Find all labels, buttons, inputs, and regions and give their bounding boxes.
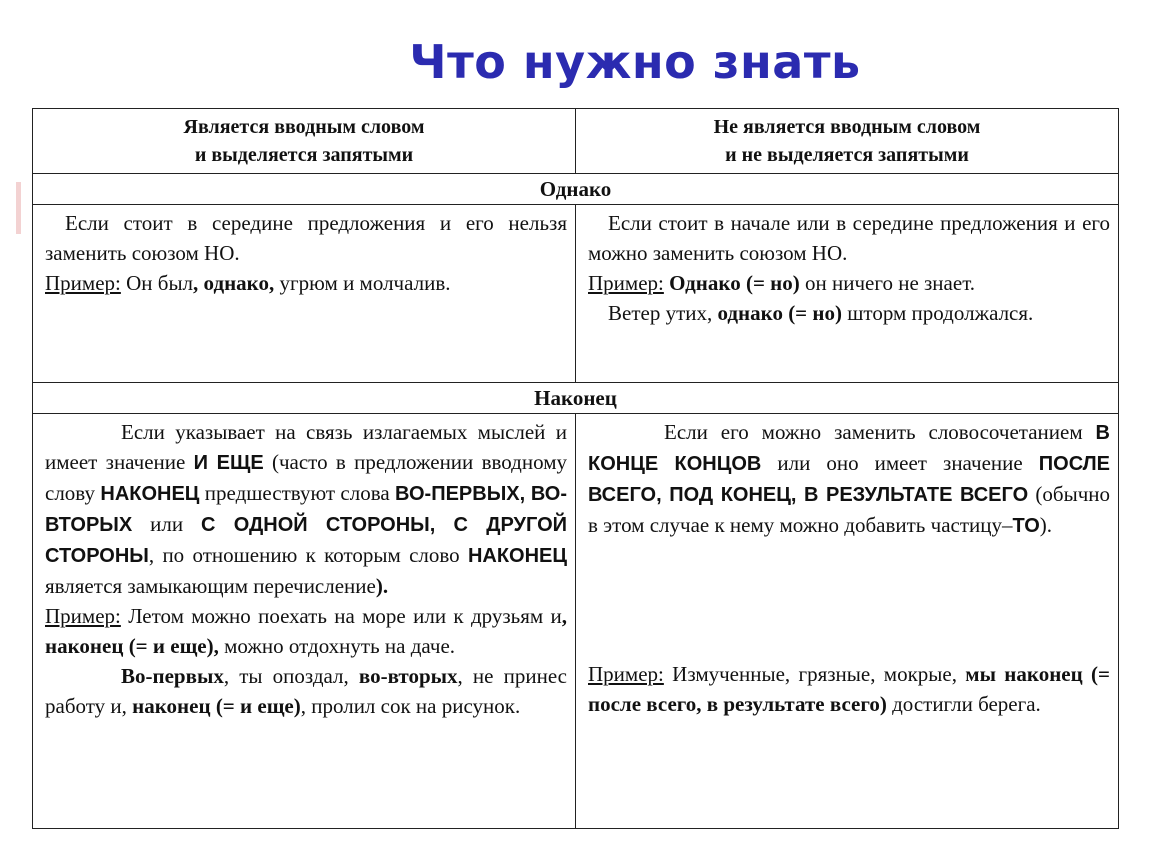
rule-fragment: или: [132, 512, 202, 536]
example-text: Летом можно поехать на море или к друзьям и: [120, 604, 562, 628]
rule-keyword: В КОНЦЕ КОНЦОВ: [588, 422, 1110, 475]
rule-keyword: И ЕЩЕ: [193, 452, 264, 474]
example-paragraph: [588, 659, 1110, 719]
rule-fragment: (обычно в этом случае к нему можно добавить частицу–: [588, 482, 1111, 537]
right-column-header: [576, 109, 1119, 174]
right-header-line1: Не является вводным словом: [713, 116, 981, 138]
example-paragraph: [45, 268, 567, 298]
example-paragraph: [588, 268, 1110, 298]
cell-odnako-left: [33, 205, 576, 383]
example-text: достигли берега.: [886, 692, 1041, 716]
rule-fragment-end: ).: [1039, 513, 1053, 537]
comparison-table: [32, 108, 1119, 829]
example-keyword: мы наконец (= после всего, в результате всего): [588, 662, 1110, 716]
example-paragraph: [45, 661, 567, 721]
rule-keyword: НАКОНЕЦ: [467, 545, 567, 567]
example-text: Ветер утих,: [608, 301, 718, 325]
example-keyword: Однако (= но): [663, 271, 800, 295]
example-paragraph: [588, 298, 1110, 328]
example-keyword: , наконец (= и еще),: [45, 604, 567, 658]
example-keyword: во-вторых: [358, 664, 458, 688]
left-header-line1: Является вводным словом: [183, 116, 425, 138]
decorative-side-mark: [16, 182, 21, 234]
rule-fragment: (часто в предложении вводному слову: [45, 450, 567, 505]
page-title: Что нужно знать: [409, 35, 861, 89]
left-header-line2: и выделяется запятыми: [194, 144, 414, 166]
example-text: можно отдохнуть на даче.: [218, 634, 456, 658]
example-text: , ты опоздал,: [223, 664, 359, 688]
example-text: он ничего не знает.: [799, 271, 976, 295]
example-text: шторм продолжался.: [842, 301, 1034, 325]
rule-text: Если стоит в начале или в середине предложения и его можно заменить союзом НО.: [588, 211, 1110, 265]
rule-text: [45, 417, 567, 601]
rule-keyword: ТО: [1012, 515, 1040, 537]
section-title-nakonec: Наконец: [33, 383, 1119, 414]
rule-fragment: Если указывает на связь излагаемых мыслей и имеет значение: [45, 420, 567, 474]
example-text: , пролил сок на рисунок.: [300, 694, 521, 718]
rule-keyword: С ОДНОЙ СТОРОНЫ, С ДРУГОЙ СТОРОНЫ: [45, 514, 567, 567]
rule-fragment: Если его можно заменить словосочетанием: [664, 420, 1096, 444]
example-keyword: наконец (= и еще): [132, 694, 301, 718]
cell-odnako-right: [576, 205, 1119, 383]
rule-fragment-end: ).: [375, 574, 389, 598]
example-label: Пример:: [45, 271, 121, 295]
rule-fragment: является замыкающим перечисление: [45, 574, 376, 598]
rule-fragment: предшествуют слова: [199, 481, 396, 505]
example-label: Пример:: [588, 271, 664, 295]
header-row: [33, 109, 1119, 174]
rule-fragment: , по отношению к которым слово: [148, 543, 468, 567]
cell-nakonec-right: [576, 414, 1119, 829]
example-keyword: Во-первых: [121, 664, 224, 688]
example-text: Он был: [120, 271, 194, 295]
right-header-line2: и не выделяется запятыми: [725, 144, 969, 166]
example-keyword: , однако,: [193, 271, 275, 295]
section-row-odnako: [33, 174, 1119, 205]
section-title-odnako: Однако: [33, 174, 1119, 205]
spacer: [588, 541, 1110, 659]
example-text: , не принес работу и,: [45, 664, 567, 718]
rule-text: Если стоит в середине предложения и его нельзя заменить союзом НО.: [45, 211, 567, 265]
example-text: Измученные, грязные, мокрые,: [663, 662, 966, 686]
example-label: Пример:: [45, 604, 121, 628]
content-row-odnako: [33, 205, 1119, 383]
section-row-nakonec: [33, 383, 1119, 414]
cell-nakonec-left: [33, 414, 576, 829]
example-keyword: однако (= но): [717, 301, 842, 325]
example-label: Пример:: [588, 662, 664, 686]
example-text: угрюм и молчалив.: [274, 271, 451, 295]
left-column-header: [33, 109, 576, 174]
rule-text: [588, 417, 1110, 541]
rule-keyword: ПОСЛЕ ВСЕГО, ПОД КОНЕЦ, В РЕЗУЛЬТАТЕ ВСЕГО: [588, 453, 1111, 506]
content-row-nakonec: [33, 414, 1119, 829]
rule-keyword: ВО-ПЕРВЫХ, ВО-ВТОРЫХ: [45, 483, 568, 536]
example-paragraph: [45, 601, 567, 661]
rule-keyword: НАКОНЕЦ: [100, 483, 200, 505]
rule-fragment: или оно имеет значение: [761, 451, 1039, 475]
